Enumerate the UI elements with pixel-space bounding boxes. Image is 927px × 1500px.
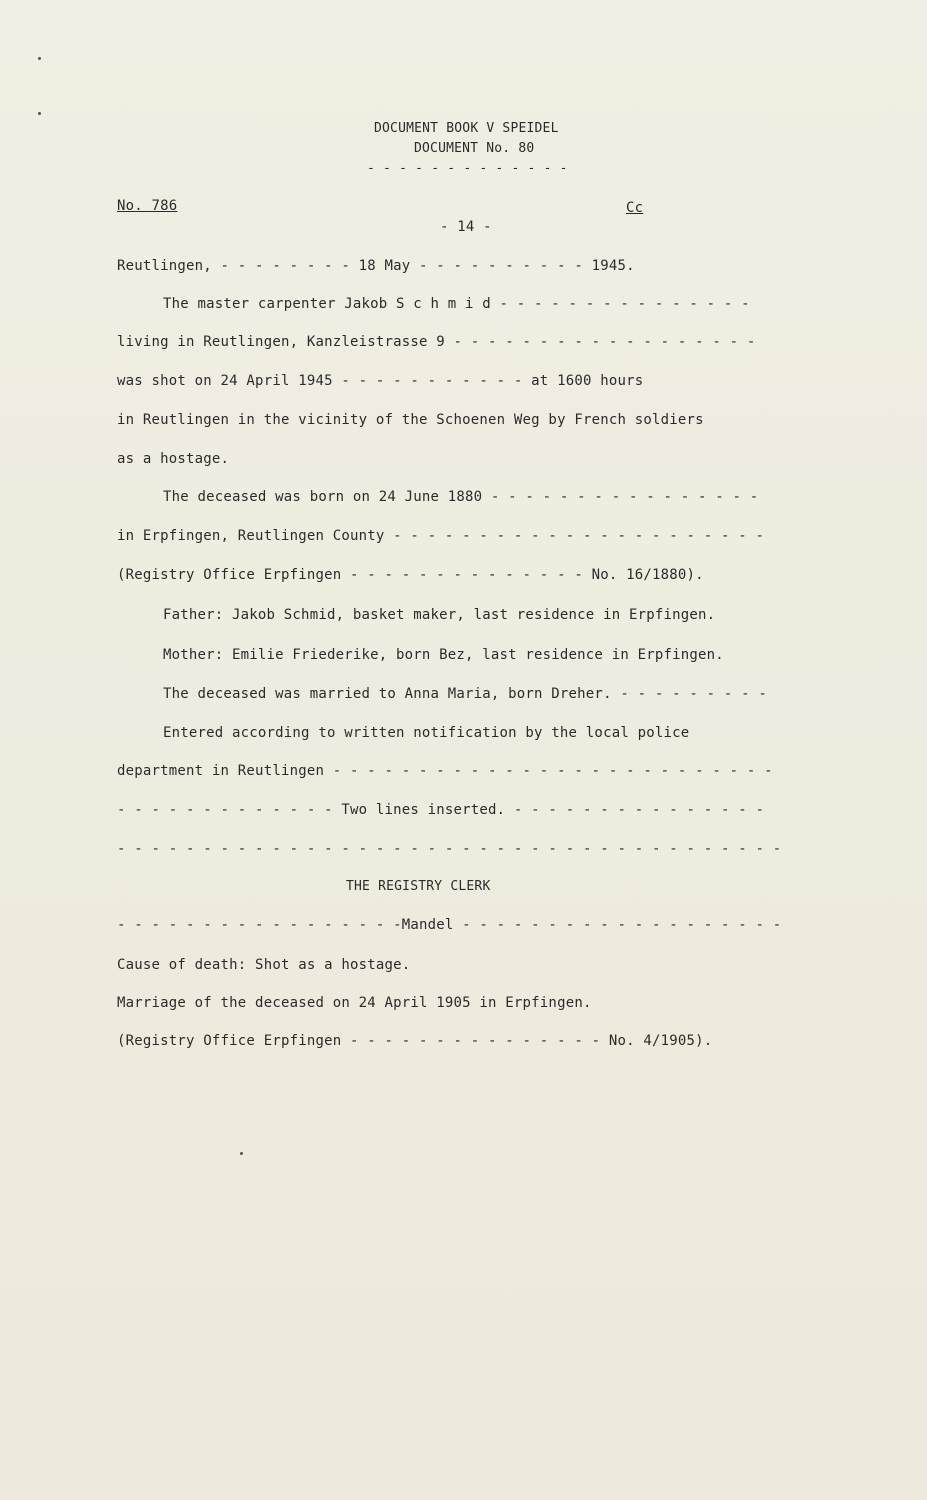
reference-code: Cc xyxy=(626,200,644,216)
body-line: in Reutlingen in the vicinity of the Schoenen Weg by French soldiers xyxy=(117,412,704,428)
body-line: The deceased was married to Anna Maria, born Dreher. - - - - - - - - - xyxy=(163,686,768,702)
body-line: Entered according to written notification by the local police xyxy=(163,725,690,741)
registry-clerk-title: THE REGISTRY CLERK xyxy=(346,879,491,894)
reference-number: No. 786 xyxy=(117,198,178,214)
body-line: The master carpenter Jakob S c h m i d - - - - - - - - - - - - - - - xyxy=(163,296,750,312)
registry-office-line: (Registry Office Erpfingen - - - - - - - - - - - - - - - No. 4/1905). xyxy=(117,1033,713,1049)
body-line: - - - - - - - - - - - - - Two lines inserted. - - - - - - - - - - - - - - - xyxy=(117,802,765,818)
body-line: - - - - - - - - - - - - - - - - - - - - - - - - - - - - - - - - - - - - - - - xyxy=(117,841,782,857)
cause-of-death: Cause of death: Shot as a hostage. xyxy=(117,957,411,973)
body-line: The deceased was born on 24 June 1880 - - - - - - - - - - - - - - - - xyxy=(163,489,759,505)
body-line: living in Reutlingen, Kanzleistrasse 9 - - - - - - - - - - - - - - - - - - xyxy=(117,334,756,350)
header-line-2: DOCUMENT No. 80 xyxy=(414,141,535,156)
body-line: Mother: Emilie Friederike, born Bez, last residence in Erpfingen. xyxy=(163,647,724,663)
page-number: - 14 - xyxy=(440,219,492,235)
registry-clerk-signature-line: - - - - - - - - - - - - - - - - -Mandel - - - - - - - - - - - - - - - - - - - xyxy=(117,917,782,933)
paper-speck xyxy=(240,1152,243,1155)
header-rule: - - - - - - - - - - - - - xyxy=(367,161,568,176)
marriage-line: Marriage of the deceased on 24 April 1905 in Erpfingen. xyxy=(117,995,592,1011)
body-line: (Registry Office Erpfingen - - - - - - - - - - - - - - No. 16/1880). xyxy=(117,567,704,583)
body-line: department in Reutlingen - - - - - - - - - - - - - - - - - - - - - - - - - - xyxy=(117,763,773,779)
header-line-1: DOCUMENT BOOK V SPEIDEL xyxy=(374,121,559,136)
body-line: Father: Jakob Schmid, basket maker, last residence in Erpfingen. xyxy=(163,607,716,623)
body-line: in Erpfingen, Reutlingen County - - - - - - - - - - - - - - - - - - - - - - xyxy=(117,528,765,544)
paper-speck xyxy=(38,57,41,60)
body-line: was shot on 24 April 1945 - - - - - - - - - - - at 1600 hours xyxy=(117,373,644,389)
place-date-line: Reutlingen, - - - - - - - - 18 May - - - - - - - - - - 1945. xyxy=(117,258,635,274)
paper-speck xyxy=(38,112,41,115)
body-line: as a hostage. xyxy=(117,451,230,467)
